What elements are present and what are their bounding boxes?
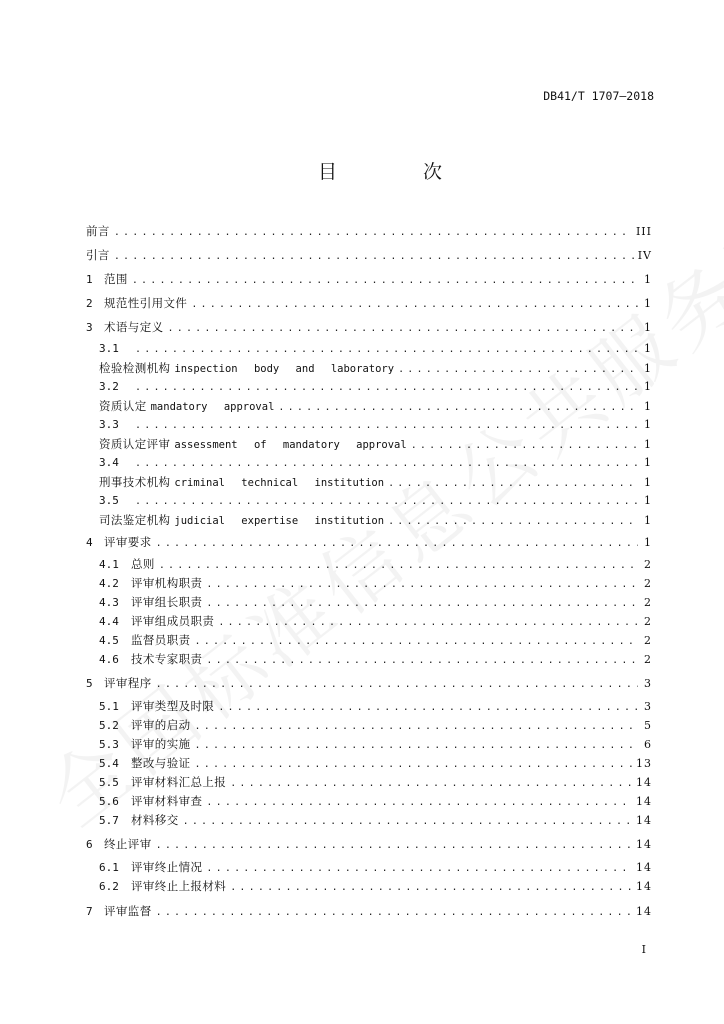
toc-entry[interactable] [86, 318, 652, 336]
toc-leader-dots [195, 737, 639, 755]
toc-entry[interactable] [86, 716, 652, 734]
toc-entry-page: 1 [644, 514, 652, 527]
toc-entry-number: 2 [86, 297, 93, 310]
toc-leader-dots [135, 341, 638, 359]
toc-entry-title: 评审终止情况 [131, 860, 203, 874]
toc-entry-title: 范围 [104, 272, 128, 286]
toc-entry-page: 6 [644, 738, 652, 751]
toc-entry-page: 1 [644, 536, 652, 549]
toc-entry-number: 5.2 [99, 719, 119, 732]
toc-entry[interactable] [86, 631, 652, 649]
toc-leader-dots [156, 904, 632, 922]
toc-entry-page: 1 [644, 456, 652, 469]
toc-leader-dots [411, 437, 638, 455]
toc-leader-dots [195, 718, 639, 736]
document-id: DB41/T 1707—2018 [543, 89, 654, 103]
toc-entry-title: 检验检测机构 [99, 361, 171, 375]
page-title: 目 次 [317, 161, 483, 183]
toc-entry[interactable] [86, 435, 652, 453]
toc-entry-page: 1 [644, 400, 652, 413]
toc-entry-page: 1 [644, 273, 652, 286]
toc-leader-dots [206, 595, 638, 613]
toc-entry-page: III [635, 225, 652, 238]
toc-entry-page: 1 [644, 380, 652, 393]
toc-entry-title: 刑事技术机构 [99, 475, 171, 489]
toc-entry-number: 4.4 [99, 615, 119, 628]
toc-entry-english-term: criminal technical institution [174, 477, 385, 489]
toc-entry-number: 7 [86, 905, 93, 918]
toc-entry-page: 14 [636, 838, 652, 851]
toc-entry[interactable] [86, 533, 652, 551]
toc-leader-dots [388, 475, 638, 493]
toc-entry-title: 评审的实施 [131, 737, 191, 751]
toc-entry-number: 1 [86, 273, 93, 286]
toc-entry-page: 1 [644, 476, 652, 489]
toc-leader-dots [206, 860, 632, 878]
toc-entry-page: 2 [644, 558, 652, 571]
toc-entry[interactable] [86, 340, 652, 358]
toc-entry-number: 4 [86, 536, 93, 549]
toc-entry-page: 5 [644, 719, 652, 732]
toc-entry[interactable] [86, 902, 652, 920]
toc-entry[interactable] [86, 773, 652, 791]
toc-entry-number: 5 [86, 677, 93, 690]
toc-entry-title: 司法鉴定机构 [99, 513, 171, 527]
toc-entry-page: 1 [644, 362, 652, 375]
toc-leader-dots [398, 361, 638, 379]
toc-entry[interactable] [86, 674, 652, 692]
toc-entry-title: 评审机构职责 [131, 576, 203, 590]
toc-entry-number: 5.4 [99, 757, 119, 770]
toc-entry[interactable] [86, 697, 652, 715]
toc-entry[interactable] [86, 650, 652, 668]
toc-entry-number: 5.5 [99, 776, 119, 789]
toc-entry-page: 14 [636, 776, 652, 789]
toc-leader-dots [278, 399, 638, 417]
toc-leader-dots [195, 633, 639, 651]
toc-entry-number: 4.6 [99, 653, 119, 666]
toc-entry-page: 2 [644, 596, 652, 609]
toc-leader-dots [206, 794, 632, 812]
toc-leader-dots [388, 513, 638, 531]
toc-entry-title: 整改与验证 [131, 756, 191, 770]
toc-entry-english-term: mandatory approval [150, 401, 275, 413]
toc-entry-page: 2 [644, 634, 652, 647]
toc-leader-dots [156, 837, 632, 855]
toc-entry-title: 评审组成员职责 [131, 614, 215, 628]
toc-entry[interactable] [86, 222, 652, 240]
toc-entry[interactable] [86, 270, 652, 288]
toc-entry[interactable] [86, 294, 652, 312]
toc-entry-number: 6.1 [99, 861, 119, 874]
toc-entry-page: 1 [644, 321, 652, 334]
toc-entry-title: 前言 [86, 224, 110, 238]
toc-entry-title: 术语与定义 [104, 320, 164, 334]
toc-entry-number: 5.7 [99, 814, 119, 827]
toc-entry-title: 评审程序 [104, 676, 152, 690]
toc-leader-dots [135, 417, 638, 435]
toc-entry[interactable] [86, 492, 652, 510]
toc-leader-dots [230, 879, 632, 897]
toc-entry-page: 14 [636, 905, 652, 918]
toc-entry-page: 1 [644, 297, 652, 310]
toc-entry-number: 6 [86, 838, 93, 851]
toc-entry-english-term: judicial expertise institution [174, 515, 385, 527]
toc-entry-page: IV [637, 249, 652, 262]
toc-entry-page: 2 [644, 577, 652, 590]
toc-entry-number: 5.1 [99, 700, 119, 713]
toc-leader-dots [156, 676, 638, 694]
toc-leader-dots [191, 296, 638, 314]
toc-entry[interactable] [86, 416, 652, 434]
toc-entry[interactable] [86, 555, 652, 573]
toc-entry-title: 评审终止上报材料 [131, 879, 227, 893]
toc-entry-number: 4.3 [99, 596, 119, 609]
toc-entry-title: 评审要求 [104, 535, 152, 549]
toc-entry-page: 14 [636, 861, 652, 874]
toc-entry[interactable] [86, 612, 652, 630]
toc-leader-dots [159, 557, 638, 575]
toc-entry-page: 3 [644, 700, 652, 713]
toc-entry[interactable] [86, 835, 652, 853]
toc-leader-dots [218, 614, 638, 632]
toc-leader-dots [183, 813, 632, 831]
toc-entry-title: 终止评审 [104, 837, 152, 851]
toc-entry-number: 6.2 [99, 880, 119, 893]
toc-entry[interactable] [86, 593, 652, 611]
toc-leader-dots [206, 576, 638, 594]
toc-entry-number: 5.3 [99, 738, 119, 751]
toc-entry-number: 4.2 [99, 577, 119, 590]
toc-entry[interactable] [86, 811, 652, 829]
toc-entry-number: 3.1 [99, 342, 119, 355]
toc-leader-dots [135, 493, 638, 511]
toc-entry-page: 3 [644, 677, 652, 690]
toc-entry-page: 1 [644, 418, 652, 431]
toc-entry-english-term: inspection body and laboratory [174, 363, 395, 375]
toc-entry-title: 评审类型及时限 [131, 699, 215, 713]
toc-entry-page: 14 [636, 880, 652, 893]
toc-leader-dots [206, 652, 638, 670]
footer-page-number: I [641, 943, 646, 956]
toc-entry-number: 3.4 [99, 456, 119, 469]
toc-entry-title: 评审材料审查 [131, 794, 203, 808]
toc-entry-title: 评审组长职责 [131, 595, 203, 609]
toc-entry-title: 总则 [131, 557, 155, 571]
toc-entry-title: 材料移交 [131, 813, 179, 827]
toc-entry[interactable] [86, 792, 652, 810]
toc-entry-title: 引言 [86, 248, 110, 262]
toc-entry-page: 13 [636, 757, 652, 770]
toc-entry-title: 监督员职责 [131, 633, 191, 647]
toc-entry[interactable] [86, 378, 652, 396]
toc-leader-dots [132, 272, 638, 290]
toc-entry[interactable] [86, 454, 652, 472]
toc-entry[interactable] [86, 473, 652, 491]
toc-entry-title: 规范性引用文件 [104, 296, 188, 310]
toc-entry-english-term: assessment of mandatory approval [174, 439, 407, 451]
toc-entry-page: 1 [644, 438, 652, 451]
toc-entry[interactable] [86, 754, 652, 772]
toc-entry[interactable] [86, 877, 652, 895]
toc-entry-page: 2 [644, 615, 652, 628]
toc-entry-number: 3.2 [99, 380, 119, 393]
toc-entry-page: 2 [644, 653, 652, 666]
toc-entry[interactable] [86, 397, 652, 415]
toc-entry[interactable] [86, 735, 652, 753]
toc-leader-dots [230, 775, 632, 793]
toc-entry-page: 1 [644, 494, 652, 507]
toc-entry-title: 技术专家职责 [131, 652, 203, 666]
toc-leader-dots [156, 535, 638, 553]
toc-leader-dots [114, 224, 632, 242]
toc-entry-title: 资质认定 [99, 399, 147, 413]
toc-entry-number: 4.1 [99, 558, 119, 571]
toc-leader-dots [135, 379, 638, 397]
toc-entry-title: 评审材料汇总上报 [131, 775, 227, 789]
toc-entry-title: 评审监督 [104, 904, 152, 918]
toc-entry-number: 3 [86, 321, 93, 334]
toc-entry[interactable] [86, 574, 652, 592]
toc-entry-page: 14 [636, 795, 652, 808]
toc-entry[interactable] [86, 858, 652, 876]
toc-leader-dots [135, 455, 638, 473]
toc-entry-number: 4.5 [99, 634, 119, 647]
toc-leader-dots [168, 320, 639, 338]
toc-entry[interactable] [86, 359, 652, 377]
toc-entry-number: 3.3 [99, 418, 119, 431]
toc-entry-title: 资质认定评审 [99, 437, 171, 451]
toc-entry-page: 14 [636, 814, 652, 827]
toc-entry-title: 评审的启动 [131, 718, 191, 732]
toc-entry-page: 1 [644, 342, 652, 355]
toc-leader-dots [114, 248, 634, 266]
toc-leader-dots [218, 699, 638, 717]
toc-leader-dots [195, 756, 633, 774]
toc-entry[interactable] [86, 511, 652, 529]
toc-entry-number: 5.6 [99, 795, 119, 808]
toc-entry-number: 3.5 [99, 494, 119, 507]
toc-entry[interactable] [86, 246, 652, 264]
